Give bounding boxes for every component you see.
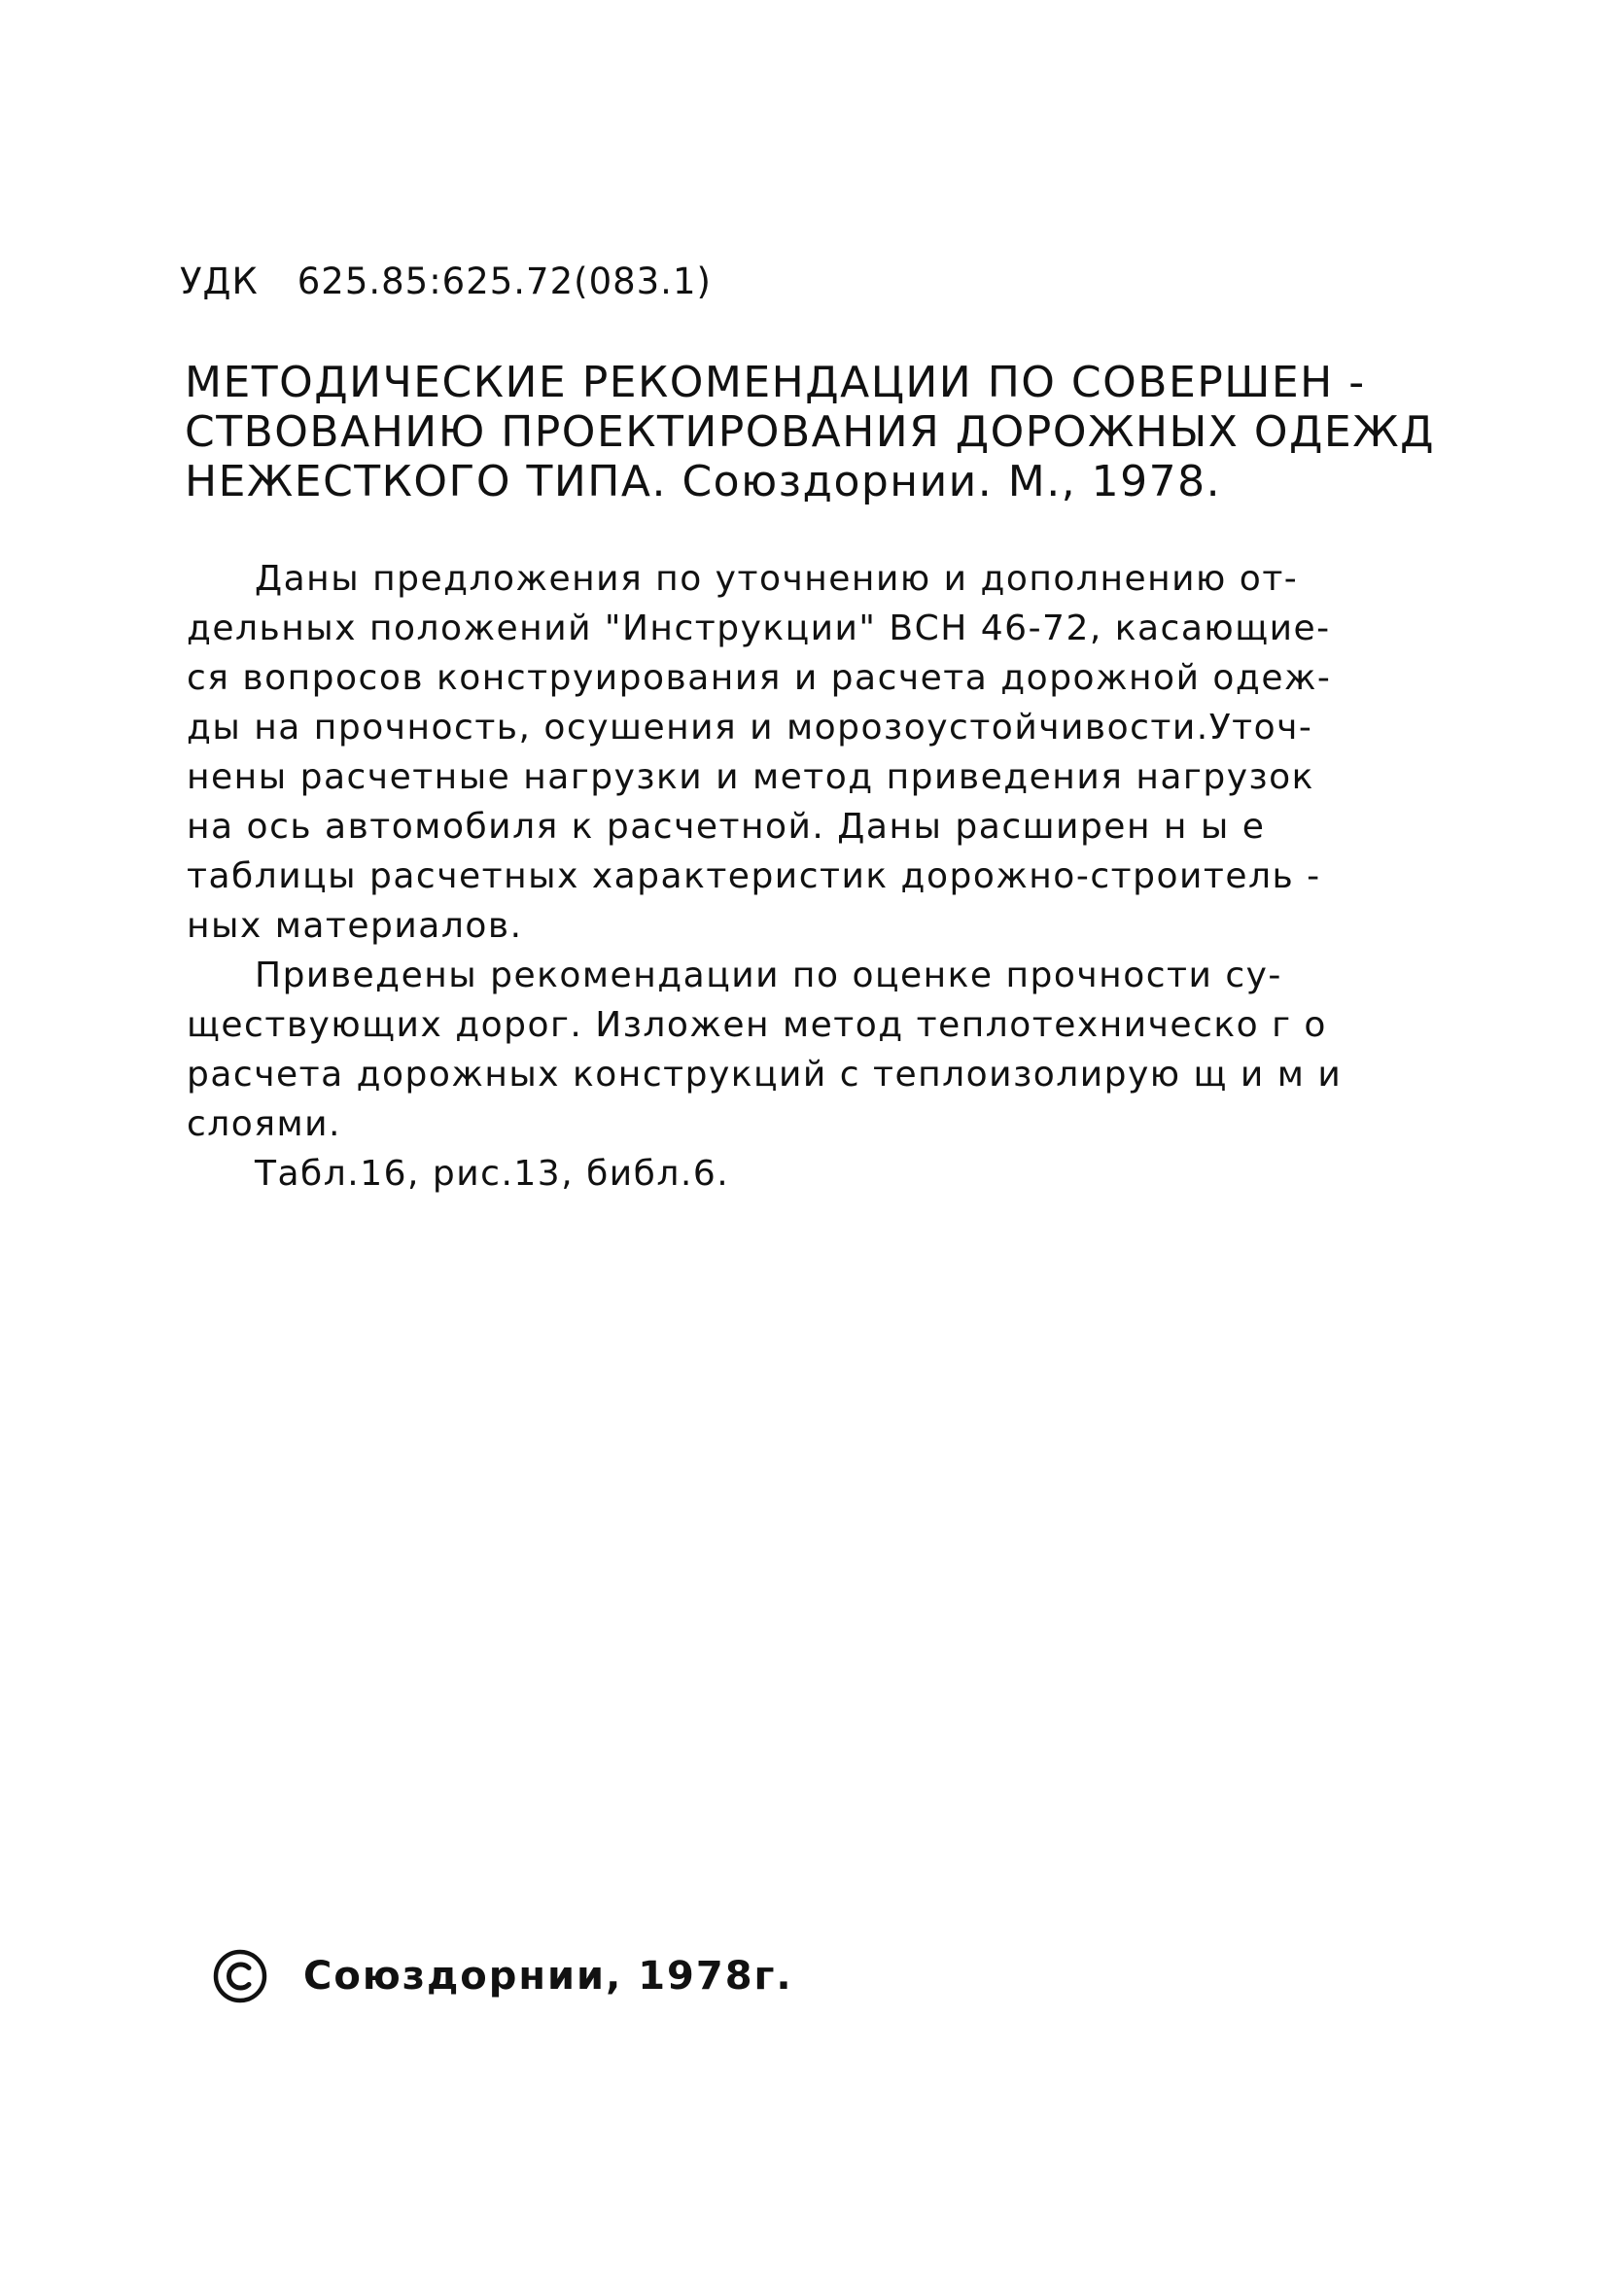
udk-code: 625.85:625.72(083.1) — [297, 261, 712, 302]
abstract-line: слоями. — [187, 1104, 341, 1144]
abstract-line: ществующих дорог. Изложен метод теплотехническо г о — [187, 1005, 1327, 1045]
abstract-line: Приведены рекомендации по оценке прочности су- — [255, 956, 1282, 995]
copyright-icon — [212, 1948, 268, 2004]
abstract-summary: Табл.16, рис.13, библ.6. — [255, 1154, 730, 1194]
abstract-line: Даны предложения по уточнению и дополнению от- — [255, 559, 1299, 599]
title-line: НЕЖЕСТКОГО ТИПА. Союздорнии. М., 1978. — [185, 457, 1222, 506]
abstract-line: на ось автомобиля к расчетной. Даны расширен н ы е — [187, 807, 1266, 847]
copyright-text: Союздорнии, 1978г. — [303, 1954, 793, 1999]
title-line: МЕТОДИЧЕСКИЕ РЕКОМЕНДАЦИИ ПО СОВЕРШЕН - — [185, 358, 1366, 407]
abstract-line: таблицы расчетных характеристик дорожно-строитель - — [187, 856, 1321, 896]
udk-label: УДК — [180, 261, 259, 302]
document-title — [185, 358, 1435, 506]
abstract-line: ды на прочность, осушения и морозоустойчивости.Уточ- — [187, 708, 1313, 748]
udk-line — [180, 261, 712, 302]
abstract-line: дельных положений "Инструкции" ВСН 46-72, касающие- — [187, 609, 1331, 648]
copyright-notice — [212, 1948, 793, 2004]
title-line: СТВОВАНИЮ ПРОЕКТИРОВАНИЯ ДОРОЖНЫХ ОДЕЖД — [185, 407, 1435, 457]
abstract — [187, 554, 1342, 1199]
abstract-line: ных материалов. — [187, 906, 523, 946]
abstract-line: ся вопросов конструирования и расчета дорожной одеж- — [187, 658, 1332, 698]
abstract-line: нены расчетные нагрузки и метод приведения нагрузок — [187, 757, 1314, 797]
abstract-line: расчета дорожных конструкций с теплоизолирую щ и м и — [187, 1055, 1343, 1095]
